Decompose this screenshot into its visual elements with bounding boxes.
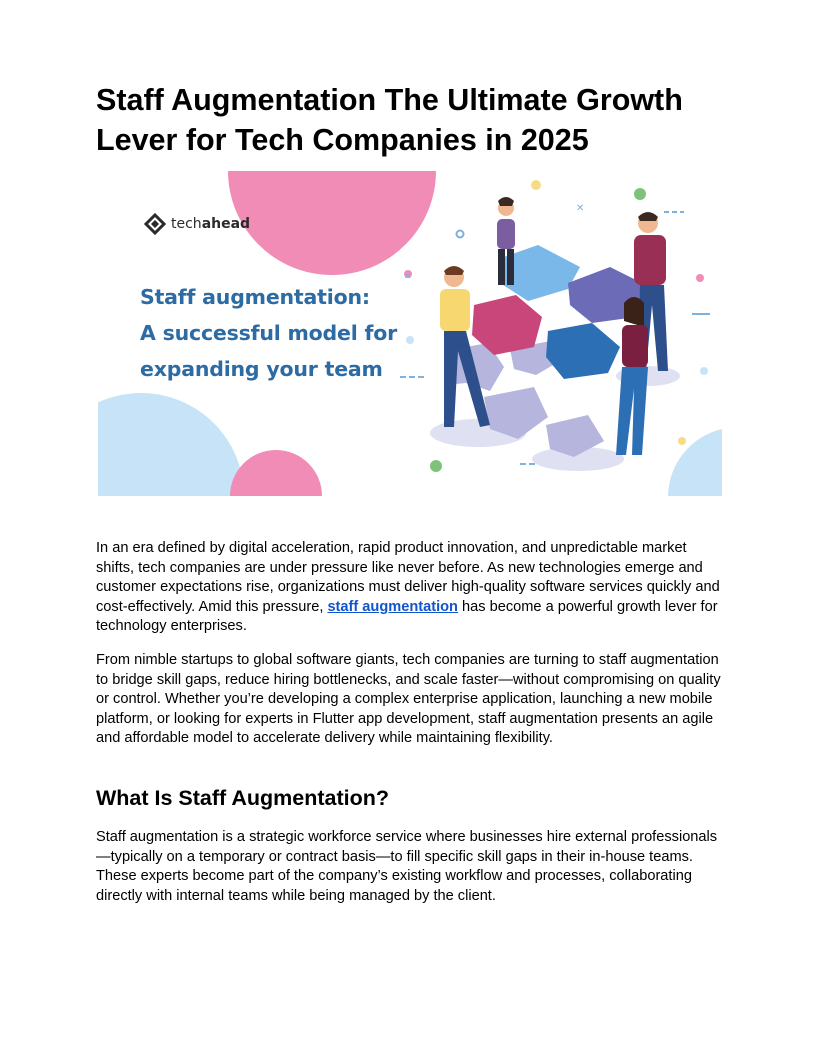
intro-p1-text-before: In an era defined by digital acceleration, rapid product innovation, and unpredictable market shifts, tech companies are under pressure like never before. As new technologies emerge and customer expectations rise, organizations must deliver high-quality software services quickly and cost-effectively. Amid this pressure, — [96, 540, 720, 615]
decor-cross: ✕ — [576, 203, 585, 214]
decor-dot — [634, 188, 646, 200]
intro-paragraph-2: From nimble startups to global software giants, tech companies are turning to staff augmentation to bridge skill gaps, reduce hiring bottlenecks, and scale faster—without compromising on quality or control. Whether you’re developing a complex enterprise application, launching a new mobile platform, or looking for experts in Flutter app development, staff augmentation presents an agile and affordable model to accelerate delivery while maintaining flexibility. — [96, 652, 721, 746]
banner-headline-line-1: Staff augmentation: — [140, 285, 370, 309]
banner-headline — [140, 279, 440, 387]
decor-cross: ✕ — [404, 272, 412, 282]
pink-half-circle-bottom — [230, 450, 322, 496]
decor-dot — [531, 180, 541, 190]
intro-p1-text-after: has become a powerful growth lever for technology enterprises. — [96, 598, 718, 634]
decor-dot — [700, 367, 708, 375]
decor-dot — [430, 460, 442, 472]
decor-dot — [696, 274, 704, 282]
brand-suffix: ahead — [201, 216, 251, 232]
pink-half-circle-top — [228, 171, 436, 275]
section-paragraph-1: Staff augmentation is a strategic workforce service where businesses hire external professionals—typically on a temporary or contract basis—to fill specific skill gaps in their in-house teams. These experts become part of the company’s existing workflow and processes, collaborating directly with internal teams while being managed by the client. — [96, 829, 718, 904]
techahead-logo-icon — [144, 213, 166, 235]
intro-paragraph-1 — [96, 539, 726, 637]
brand-prefix: tech — [171, 216, 202, 232]
section-heading: What Is Staff Augmentation? — [96, 786, 390, 810]
article-title: Staff Augmentation The Ultimate Growth Lever for Tech Companies in 2025 — [96, 83, 683, 157]
blue-half-circle-bottom — [98, 393, 244, 496]
staff-augmentation-link[interactable]: staff augmentation — [327, 598, 458, 615]
techahead-logo — [144, 213, 250, 235]
puzzle-piece-blue — [546, 323, 620, 379]
banner-headline-line-3: expanding your team — [140, 357, 383, 381]
decor-dot — [457, 231, 464, 238]
hero-banner-image — [98, 171, 722, 496]
decor-dot — [678, 437, 686, 445]
blue-quarter-circle — [668, 429, 722, 496]
banner-headline-line-2: A successful model for — [140, 321, 397, 345]
